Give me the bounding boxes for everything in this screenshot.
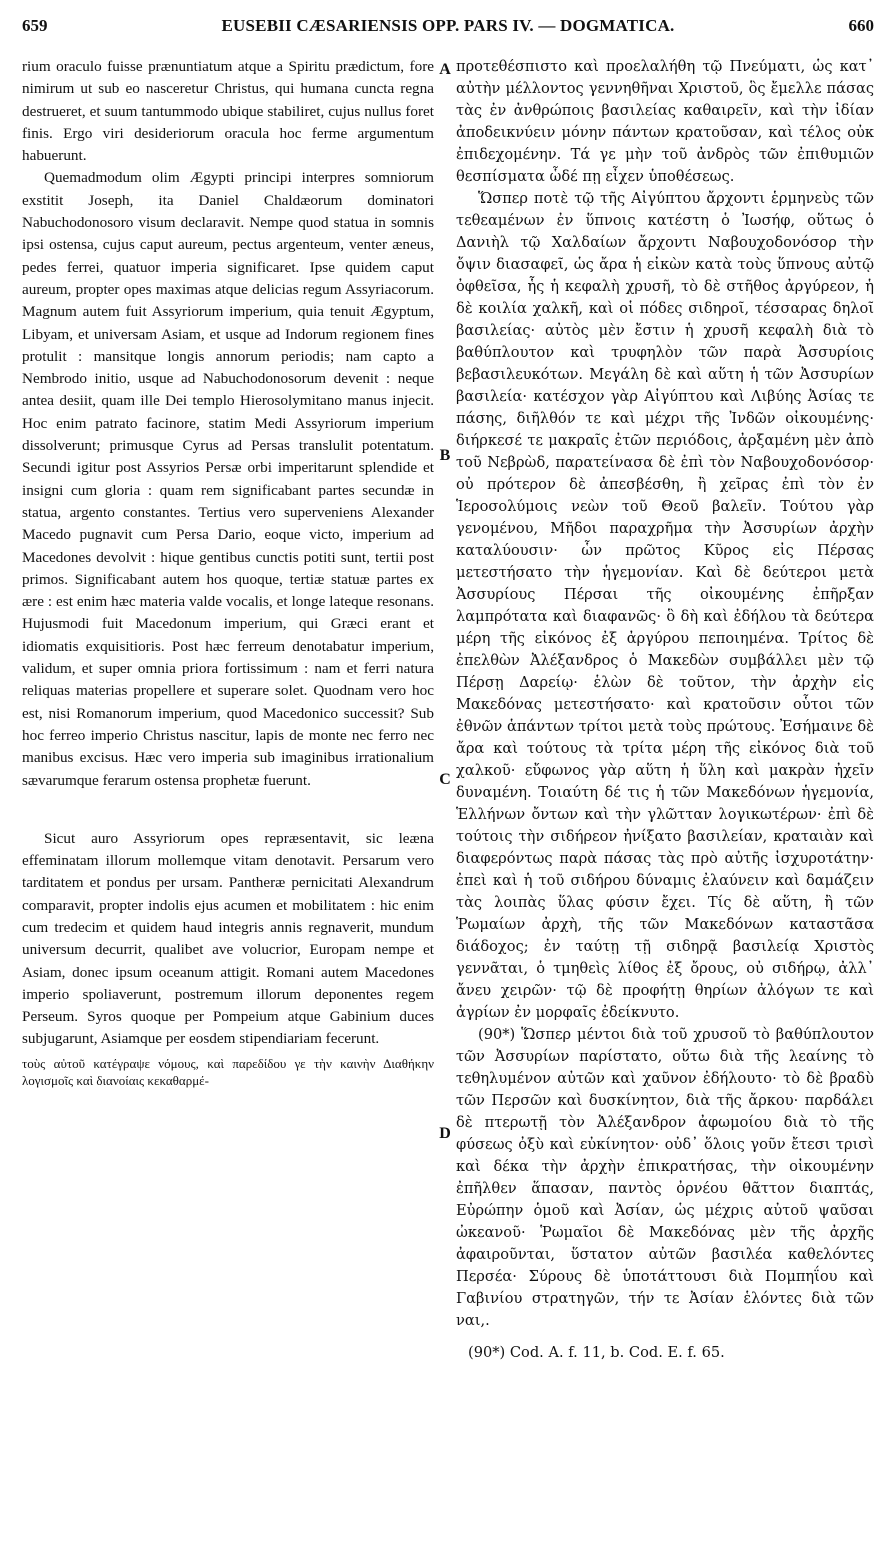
latin-greek-fragment: τοὺς αὐτοῦ κατέγραψε νόμους, καὶ παρεδίδου γε τὴν καινὴν Διαθήκην λογισμοῖς καὶ διανοίαις κεκαθαρμέ- bbox=[22, 1055, 434, 1088]
running-title: EUSEBII CÆSARIENSIS OPP. PARS IV. — DOGMATICA. bbox=[221, 16, 675, 35]
latin-paragraph-1: rium oraculo fuisse prænuntiatum atque a Spiritu prædictum, fore nimirum ut sub eo nasceretur Christus, qui humana cuncta regna destrueret, et suum tantummodo ubique stabiliret, cujus nullus foret finis. Ergo viri desideriorum oracula hoc ferme argumentum habuerunt. bbox=[22, 58, 434, 165]
latin-paragraph-2: Quemadmodum olim Ægypti principi interpres somniorum exstitit Joseph, ita Daniel Chaldæorum dominatori Nabuchodonosoro visum declaravit. Nempe quod statua in somnis ipsi ostensa, cujus caput aureum, pectus argenteum, venter æneus, pedes ferrei, quatuor imperia significaret. Ipse quidem caput aureum, propter opes maximas atque delicias regum Assyriacorum. Magnum autem fuit Assyriorum imperium, quia tenuit Ægyptum, Libyam, et universam Asiam, et usque ad Indorum regionem fines protulit : mansitque longis annorum periodis; nam capto a Nembrodo initio, usque ad Nabuchodonosorum devenit : neque antea desiit, quam ille Dei templo Hierosolymitano manus injecit. Hoc enim patrato facinore, statim Medi Assyriorum imperium dissolverunt; primusque Cyrus ad Persas translulit potentatum. Secundi igitur post Assyrios Persæ orbi imperitarunt splendide et insigni cum gloria : quam rem significabant partes secundæ in statua, argento constantes. Tertius vero superveniens Alexander Macedo pugnavit cum Persa Dario, eoque victo, imperium ad Macedones devolvit : hique gentibus cunctis potiti sunt, tertii post primos. Significabant autem hos quoque, tertiæ statuæ partes ex ære : est enim hæc materia valde vocalis, et longe lateque resonans. Hujusmodi fuit Macedonum imperium, qui Græci erant et idiomatis exquisitioris. Post hæc ferreum denotabatur imperium, validum, et super omnia priora fortissimum : nam et ferri natura reliquas materias propellere et superare solet. Quodnam vero hoc est, nisi Romanorum imperium, quod Macedonico successit? Sub hoc ferreo imperio Christus nascitur, lapis de monte nec ferro nec manibus excisus. Hæc vero imperia sub imaginibus irrationalium sævarumque ferarum ostensa prophetæ fuerunt. bbox=[22, 169, 434, 789]
page-number-left: 659 bbox=[22, 16, 48, 35]
page-number-right: 660 bbox=[848, 16, 874, 35]
greek-column bbox=[456, 56, 874, 1364]
greek-paragraph-3: (90*) Ὥσπερ μέντοι διὰ τοῦ χρυσοῦ τὸ βαθύπλουτον τῶν Ἀσσυρίων παρίστατο, οὕτω διὰ τῆς λεαίνης τὸ τεθηλυμένον αὐτῶν καὶ χαῦνον ἐδήλουτο· τὸ δὲ βραδὺ τῶν Περσῶν καὶ δυσκίνητον, διὰ τῆς ἄρκου· παρδάλει δὲ πτερωτῇ τὸν Ἀλέξανδρον ἀφωμοίου διὰ τὸ τῆς φύσεως ὀξὺ καὶ εὐκίνητον· οὐδ᾽ ὅλοις γοῦν ἔτεσι τρισὶ καὶ δέκα τὴν ἀρχὴν ἐπικρατήσας, τὴν οἰκουμένην ἐπῆλθεν ἅπασαν, παντὸς ὀρνέου θᾶττον διαπτάς, Εὐρώπην ὁμοῦ καὶ Ἀσίαν, ὡς μέχρις αὐτοῦ ψαῦσαι ὠκεανοῦ· Ῥωμαῖοι δὲ Μακεδόνας μὲν τῆς ἀρχῆς ἀφαιροῦνται, ὕστατον αὐτῶν βασιλέα καθελόντες Περσέα· Σύρους δὲ ὑποτάττουσι διὰ Πομπηΐου καὶ Γαβινίου στρατηγῶν, τήν τε Ἀσίαν ἑλόντες διὰ τῶν ναι,. bbox=[456, 1026, 874, 1329]
section-marker-b: B bbox=[439, 447, 451, 464]
footnote: (90*) Cod. A. f. 11, b. Cod. E. f. 65. bbox=[468, 1344, 725, 1361]
section-marker-c: C bbox=[439, 771, 451, 788]
greek-paragraph-2: Ὥσπερ ποτὲ τῷ τῆς Αἰγύπτου ἄρχοντι ἑρμηνεὺς τῶν τεθεαμένων ἐν ὕπνοις κατέστη ὁ Ἰωσήφ, οὕτως ὁ Δανιὴλ τῷ Χαλδαίων ἄρχοντι Ναβουχοδονόσορ τὴν ὄψιν διασαφεῖ, ὡς ἄρα ἡ εἰκὼν κατὰ τοὺς ὕπνους αὐτῷ ὀφθεῖσα, ἧς ἡ κεφαλὴ χρυσῆ, τὸ δὲ στῆθος ἀργύρεον, ἡ δὲ κοιλία χαλκῆ, καὶ οἱ πόδες σιδηροῖ, τέσσαρας δηλοῖ βασιλείας· αὐτὸς μὲν ἔστιν ἡ χρυσῆ κεφαλὴ διὰ τὸ βαθύπλουτον καὶ τρυφηλὸν τῶν παρὰ Ἀσσυρίοις βεβασιλευκότων. Μεγάλη δὲ καὶ αὕτη ἡ τῶν Ἀσσυρίων βασιλεία· κατέσχον γὰρ Αἰγύπτου καὶ Λιβύης Ἀσίας τε πάσης, διῆλθόν τε καὶ μέχρι τῆς Ἰνδῶν οἰκουμένης· διήρκεσέ τε μακραῖς ἐτῶν περιόδοις, ἀρξαμένη μὲν ἀπὸ τοῦ Νεβρὼδ, παρατείνασα δὲ ἐπὶ τὸν Ναβουχοδονόσορ· οὐ πρότερον δὲ ἀπεσβέσθη, ἢ χεῖρας ἐπὶ τὸν ἐν Ἱεροσολύμοις νεὼν τοῦ Θεοῦ βαλεῖν. Τούτου γὰρ γενομένου, Μῆδοι παραχρῆμα τὴν Ἀσσυρίων ἀρχὴν καταλύουσιν· ὧν πρῶτος Κῦρος εἰς Πέρσας μετεστήσατο τὴν ἡγεμονίαν. Καὶ δὲ δεύτεροι μετὰ Ἀσσυρίους Πέρσαι τῆς οἰκουμένης ἐπῆρξαν λαμπρότατα καὶ διαφανῶς· ὃ δὴ καὶ ἐδήλου τὰ δεύτερα μέρη τῆς εἰκόνος ἐξ ἀργύρου πεποιημένα. Τρίτος δὲ ἐπελθὼν Ἀλέξανδρος ὁ Μακεδὼν συμβάλλει μὲν τῷ Πέρσῃ Δαρείῳ· ἑλὼν δὲ τοῦτον, τὴν ἀρχὴν εἰς Μακεδόνας μετεστήσατο· καὶ κρατοῦσιν οὗτοι τῶν ἐθνῶν ἁπάντων τρίτοι μετὰ τοὺς πρώτους. Ἐσήμαινε δὲ ἄρα καὶ τούτους τὰ τρίτα μέρη τῆς εἰκόνος διὰ τοῦ χαλκοῦ· εὔφωνος γὰρ αὕτη ἡ ὕλη καὶ μακρὰν ἠχεῖν δυναμένη. Τοιαύτη δέ τις ἡ τῶν Μακεδόνων ἡγεμονία, Ἑλλήνων ὄντων καὶ τὴν γλῶτταν λογικωτέρων· ἐπὶ δὲ τούτοις τὴν σιδήρεον ἠνίξατο βασιλείαν, κραταιὰν καὶ διαφερόντως παρὰ πάσας τὰς πρὸ αὐτῆς ἰσχυροτάτην· ἐπεὶ καὶ ἡ τοῦ σιδήρου δύναμις ἐλαύνειν καὶ δαμάζειν τὰς λοιπὰς ὕλας φύσιν ἔχει. Τίς δὲ αὕτη, ἢ τῶν Ῥωμαίων ἀρχὴ, τῆς τῶν Μακεδόνων καταστᾶσα διάδοχος; ἐν ταύτῃ τῇ σιδηρᾷ βασιλείᾳ Χριστὸς γεννᾶται, ὁ τμηθεὶς λίθος ἐξ ὄρους, οὐ σιδήρῳ, ἀλλ᾽ ἄνευ χειρῶν· τῷ δὲ προφήτῃ θηρίων ἀλόγων τε καὶ ἀγρίων ἐν μορφαῖς ἐδείκνυτο. bbox=[456, 190, 874, 1021]
section-marker-a: A bbox=[439, 61, 451, 78]
greek-paragraph-1: προτεθέσπιστο καὶ προελαλήθη τῷ Πνεύματι, ὡς κατ᾽ αὐτὴν μέλλοντος γεννηθῆναι Χριστοῦ, ὃς ἔμελλε πάσας τὰς ἐν ἀνθρώποις βασιλείας καθαιρεῖν, καὶ τὴν ἰδίαν ἀποδεικνύειν μόνην πάντων κρατοῦσαν, καὶ τέλος οὐκ ἐπιδεχομένην. Τά γε μὴν τοῦ ἀνδρὸς τῶν ἐπιθυμιῶν θεσπίσματα ὧδέ πῃ εἶχεν ὑποθέσεως. bbox=[456, 58, 874, 185]
page-header bbox=[22, 16, 874, 46]
latin-paragraph-3: Sicut auro Assyriorum opes repræsentavit, sic leæna effeminatam illorum mollemque vitam denotavit. Persarum vero tarditatem et pondus per ursam. Pantheræ pernicitati Alexandrum comparavit, propter indolis ejus acumen et mobilitatem : hic enim cum tredecim et quidem haud integris annis regnaverit, mundum universum decurrit, qualibet ave volucrior, Europam nempe et Asiam, donec ipsum oceanum attigit. Romani autem Macedones imperio spoliaverunt, postremum illorum deponentes regem Perseum. Syros quoque per Pompeium atque Gabinium duces subjugarunt, Asiamque per eosdem stipendiariam fecerunt. bbox=[22, 829, 434, 1048]
section-marker-d: D bbox=[439, 1125, 451, 1142]
latin-column bbox=[22, 56, 434, 1102]
